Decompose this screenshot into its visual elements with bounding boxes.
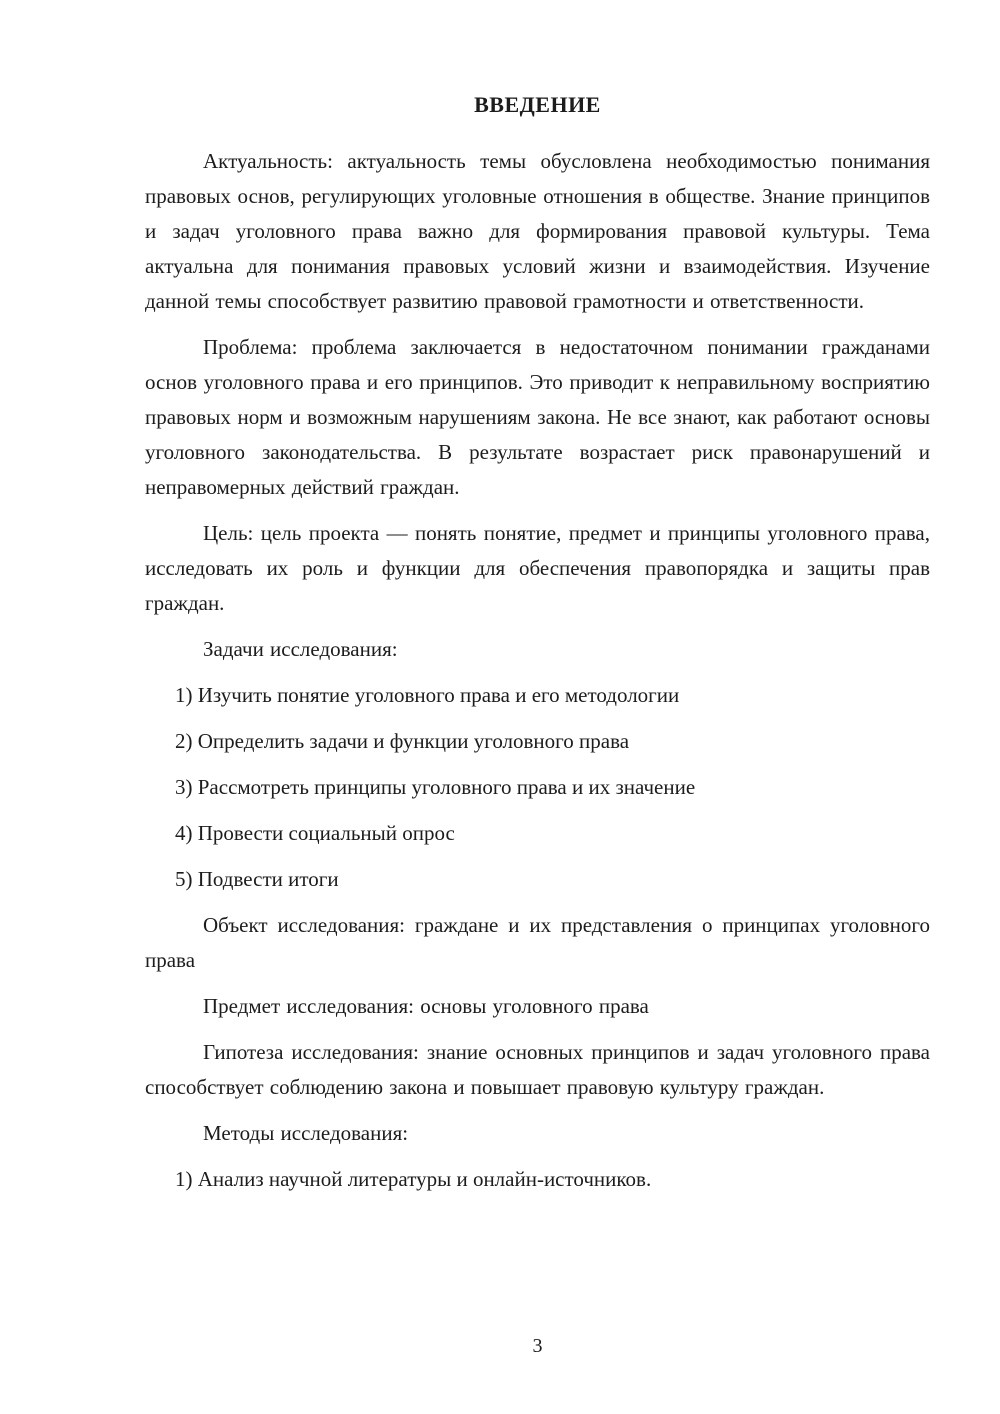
paragraph-relevance: Актуальность: актуальность темы обусловлена необходимостью понимания правовых основ, регулирующих уголовные отношения в обществе. Знание принципов и задач уголовного права важно для формирования правовой культуры. Тема актуальна для понимания правовых условий жизни и взаимодействия. Изучение данной темы способствует развитию правовой грамотности и ответственности. <box>145 149 930 313</box>
task-item-4: 4) Провести социальный опрос <box>175 821 455 845</box>
task-item-2: 2) Определить задачи и функции уголовного права <box>175 729 630 753</box>
tasks-heading: Задачи исследования: <box>203 637 398 661</box>
methods-heading: Методы исследования: <box>203 1121 409 1145</box>
page-number: 3 <box>532 1335 543 1357</box>
paragraph-goal: Цель: цель проекта — понять понятие, предмет и принципы уголовного права, исследовать их роль и функции для обеспечения правопорядка и защиты прав граждан. <box>145 521 930 615</box>
page-title: ВВЕДЕНИЕ <box>474 92 601 117</box>
task-item-5: 5) Подвести итоги <box>175 867 339 891</box>
paragraph-subject: Предмет исследования: основы уголовного права <box>203 994 649 1018</box>
paragraph-object: Объект исследования: граждане и их представления о принципах уголовного права <box>145 913 930 972</box>
task-item-3: 3) Рассмотреть принципы уголовного права и их значение <box>175 775 696 799</box>
paragraph-hypothesis: Гипотеза исследования: знание основных принципов и задач уголовного права способствует соблюдению закона и повышает правовую культуру граждан. <box>145 1040 930 1099</box>
task-item-1: 1) Изучить понятие уголовного права и его методологии <box>175 683 680 707</box>
method-item-1: 1) Анализ научной литературы и онлайн-источников. <box>175 1167 652 1191</box>
paragraph-problem: Проблема: проблема заключается в недостаточном понимании гражданами основ уголовного права и его принципов. Это приводит к неправильному восприятию правовых норм и возможным нарушениям закона. Не все знают, как работают основы уголовного законодательства. В результате возрастает риск правонарушений и неправомерных действий граждан. <box>145 335 930 499</box>
